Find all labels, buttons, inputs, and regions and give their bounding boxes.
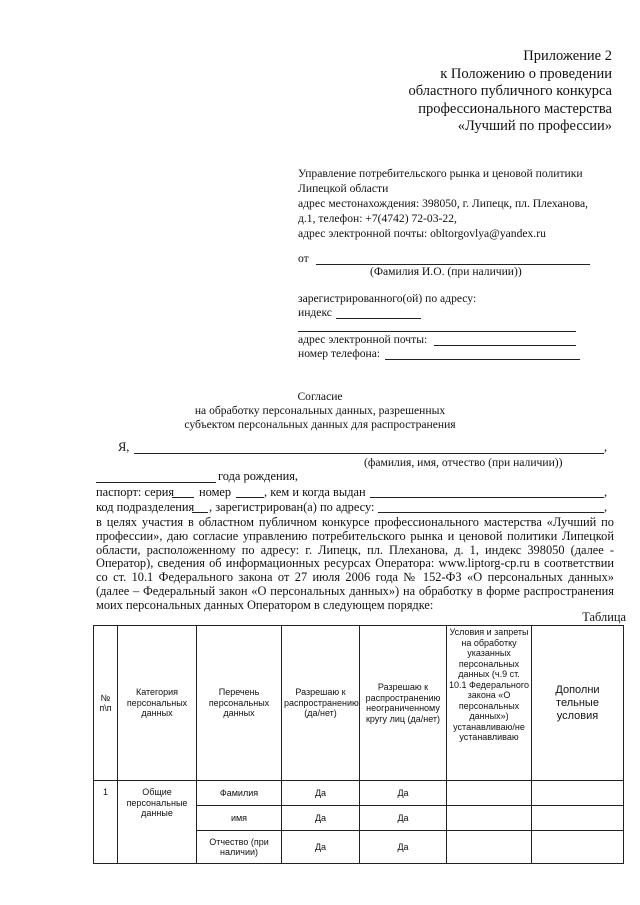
address-field[interactable] [298,331,576,332]
title-line: субъектом персональных данных для распространения [184,418,456,431]
comma: , [604,500,608,514]
phone-field[interactable] [385,359,580,360]
passport-issued-label: , кем и когда выдан [264,485,366,499]
annex-line: областного публичного конкурса [408,83,612,99]
addressee-line: адрес электронной почты: obltorgovlya@yandex.ru [298,227,546,240]
title-line: Согласие [297,390,343,403]
from-label: от [298,252,309,265]
fio-caption: (фамилия, имя, отчество (при наличии)) [364,456,563,469]
addressee-line: адрес местонахождения: 398050, г. Липецк, пл. Плеханова, [298,197,589,210]
table-row [94,781,624,806]
row-additional[interactable] [532,831,624,864]
table-label: Таблица [582,610,626,624]
index-field[interactable] [336,318,421,319]
dept-code-field[interactable] [192,512,208,513]
header-number: № п\п [94,626,118,781]
annex-line: профессионального мастерства [418,100,612,117]
annex-line: «Лучший по профессии» [457,118,612,134]
row-allow-unlimited[interactable]: Да [360,831,447,864]
row-number: 1 [94,781,118,864]
phone-label: номер телефона: [298,347,381,360]
document-title [0,390,640,432]
addressee-line: д.1, телефон: +7(4742) 72-03-22, [298,212,457,225]
table-header-row [94,626,624,781]
row-conditions[interactable] [447,781,532,806]
row-allow-distribution[interactable]: Да [282,806,360,831]
header-list: Перечень персональных данных [197,626,282,781]
registered-address-label: , зарегистрирован(а) по адресу: [209,500,375,514]
row-item: Фамилия [197,781,282,806]
row-allow-unlimited[interactable]: Да [360,781,447,806]
annex-line: к Положению о проведении [440,65,612,82]
fio-field[interactable] [134,453,604,454]
row-category: Общие персональные данные [118,781,197,864]
header-allow-distribution: Разрешаю к распространению (да/нет) [282,626,360,781]
row-additional[interactable] [532,781,624,806]
passport-series-label: паспорт: серия [96,485,175,499]
header-conditions: Условия и запреты на обработку указанных персональных данных (ч.9 ст. 10.1 Федерального закона «О персональных данных») устанавливаю/не устанавливаю [447,626,532,781]
header-additional: Дополни тельные условия [532,626,624,781]
row-conditions[interactable] [447,831,532,864]
comma: , [604,440,608,454]
addressee-block [298,166,588,241]
addressee-line: Управление потребительского рынка и ценовой политики [298,167,583,180]
email-field[interactable] [434,345,576,346]
title-line: на обработку персональных данных, разрешенных [194,404,446,417]
annex-line: Приложение 2 [523,48,612,64]
annex-header [409,48,612,136]
registered-label: зарегистрированного(ой) по адресу: [298,292,477,305]
i-label: Я, [118,440,130,454]
consent-table [93,625,624,864]
comma: , [604,485,608,499]
index-label: индекс [298,306,332,319]
from-fio-caption: (Фамилия И.О. (при наличии)) [370,265,522,278]
row-item: имя [197,806,282,831]
row-allow-distribution[interactable]: Да [282,781,360,806]
consent-paragraph: в целях участия в областном публичном конкурсе профессионального мастерства «Лучший по профессии», даю согласие управлению потребительского рынка и ценовой политики Липецкой области, расположенному по адресу: г. Липецк, пл. Плеханова, д. 1, индекс 398050 (далее - Оператор), сведения об информационных ресурсах Оператора: www.liptorg-cp.ru в соответствии со ст. 10.1 Федерального закона от 27 июля 2006 года № 152-ФЗ «О персональных данных» (далее – Федеральный закон «О персональных данных») на обработку в форме распространения моих персональных данных Оператором в следующем порядке: [96,515,614,612]
passport-number-field[interactable] [236,497,264,498]
birth-year-field[interactable] [96,482,216,483]
passport-series-field[interactable] [172,497,194,498]
email-label: адрес электронной почты: [298,333,428,346]
row-allow-unlimited[interactable]: Да [360,806,447,831]
row-item: Отчество (при наличии) [197,831,282,864]
dept-code-label: код подразделения [96,500,195,514]
row-additional[interactable] [532,806,624,831]
header-category: Категория персональных данных [118,626,197,781]
passport-issued-field[interactable] [370,497,604,498]
row-conditions[interactable] [447,806,532,831]
addressee-line: Липецкой области [298,182,389,195]
birth-year-label: года рождения, [218,469,299,483]
header-allow-unlimited: Разрешаю к распространению неограниченному кругу лиц (да/нет) [360,626,447,781]
passport-number-label: номер [199,485,232,499]
row-allow-distribution[interactable]: Да [282,831,360,864]
registered-address-field[interactable] [378,512,604,513]
